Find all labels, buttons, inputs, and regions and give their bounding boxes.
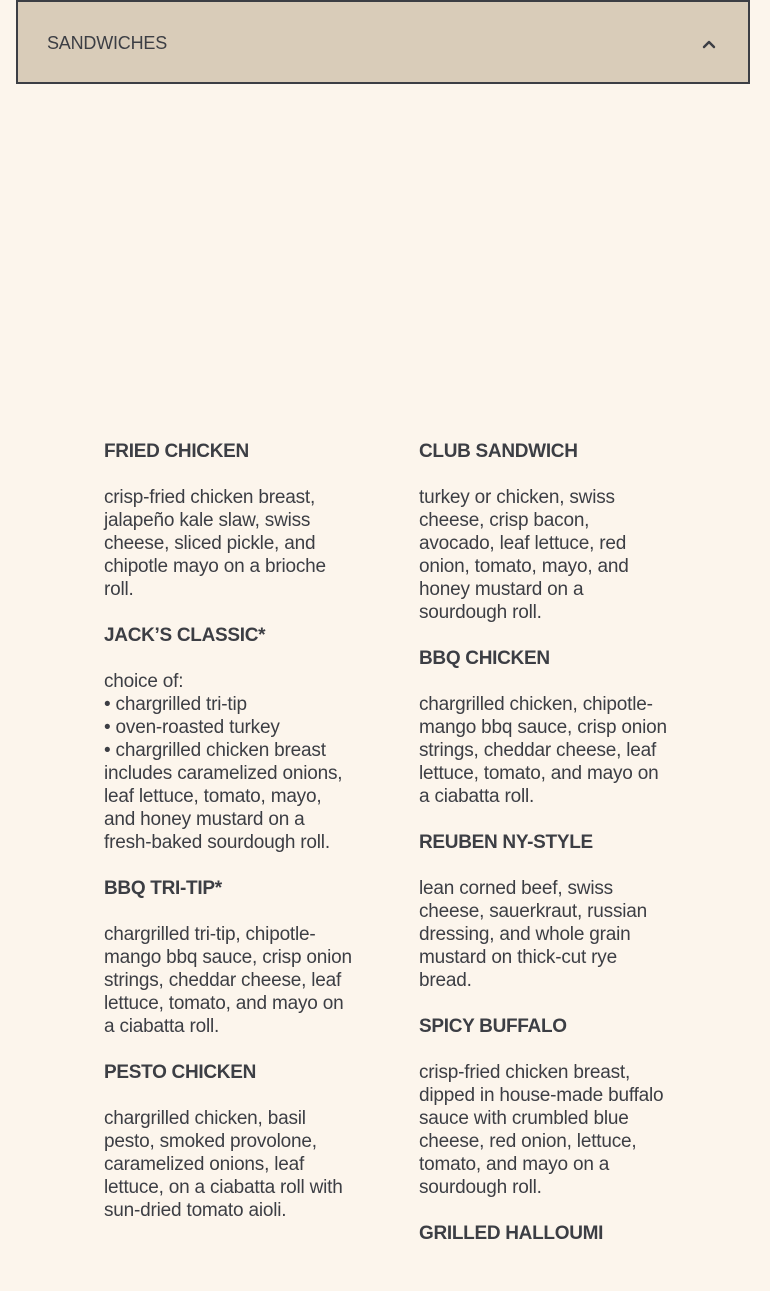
menu-item	[419, 440, 669, 624]
menu-item	[419, 1015, 669, 1199]
menu-item-name: CLUB SANDWICH	[419, 441, 578, 462]
chevron-up-icon[interactable]	[700, 35, 718, 53]
menu-item-description: turkey or chicken, swiss cheese, crisp bacon, avocado, leaf lettuce, red onion, tomato, mayo, and honey mustard on a sourdough roll.	[419, 487, 629, 623]
menu-item-description: chargrilled chicken, chipotle-mango bbq sauce, crisp onion strings, cheddar cheese, leaf lettuce, tomato, and mayo on a ciabatta roll.	[419, 694, 667, 807]
menu-item-description: chargrilled chicken, basil pesto, smoked provolone, caramelized onions, leaf lettuce, on a ciabatta roll with sun-dried tomato aioli.	[104, 1108, 343, 1221]
menu-item-description: chargrilled tri-tip, chipotle-mango bbq sauce, crisp onion strings, cheddar cheese, leaf lettuce, tomato, and mayo on a ciabatta roll.	[104, 924, 352, 1037]
menu-item-name: BBQ CHICKEN	[419, 648, 550, 669]
sandwiches-accordion-header[interactable]	[16, 0, 750, 84]
menu-item-name: FRIED CHICKEN	[104, 441, 249, 462]
menu-column-right	[419, 440, 669, 1268]
menu-item	[419, 831, 669, 992]
menu-item-name: REUBEN NY-STYLE	[419, 832, 593, 853]
menu-item-description: crisp-fried chicken breast, dipped in house-made buffalo sauce with crumbled blue cheese, red onion, lettuce, tomato, and mayo on a sourdough roll.	[419, 1062, 664, 1198]
menu-item	[419, 647, 669, 808]
menu-item	[419, 1222, 669, 1245]
menu-item	[104, 624, 354, 854]
menu-item-description: lean corned beef, swiss cheese, sauerkraut, russian dressing, and whole grain mustard on thick-cut rye bread.	[419, 878, 647, 991]
section-title: SANDWICHES	[47, 33, 168, 53]
menu-column-left	[104, 440, 354, 1245]
menu-item	[104, 1061, 354, 1222]
menu-item-description: crisp-fried chicken breast, jalapeño kale slaw, swiss cheese, sliced pickle, and chipotle mayo on a brioche roll.	[104, 487, 326, 600]
menu-item-description: choice of: • chargrilled tri-tip • oven-roasted turkey • chargrilled chicken breast includes caramelized onions, leaf lettuce, tomato, mayo, and honey mustard on a fresh-baked sourdough roll.	[104, 671, 343, 853]
menu-item-name: BBQ TRI-TIP*	[104, 878, 222, 899]
menu-item	[104, 877, 354, 1038]
menu-item-name: SPICY BUFFALO	[419, 1016, 567, 1037]
menu-item-name: JACK’S CLASSIC*	[104, 625, 266, 646]
menu-item	[104, 440, 354, 601]
menu-item-name: PESTO CHICKEN	[104, 1062, 256, 1083]
menu-item-name: GRILLED HALLOUMI	[419, 1223, 604, 1244]
